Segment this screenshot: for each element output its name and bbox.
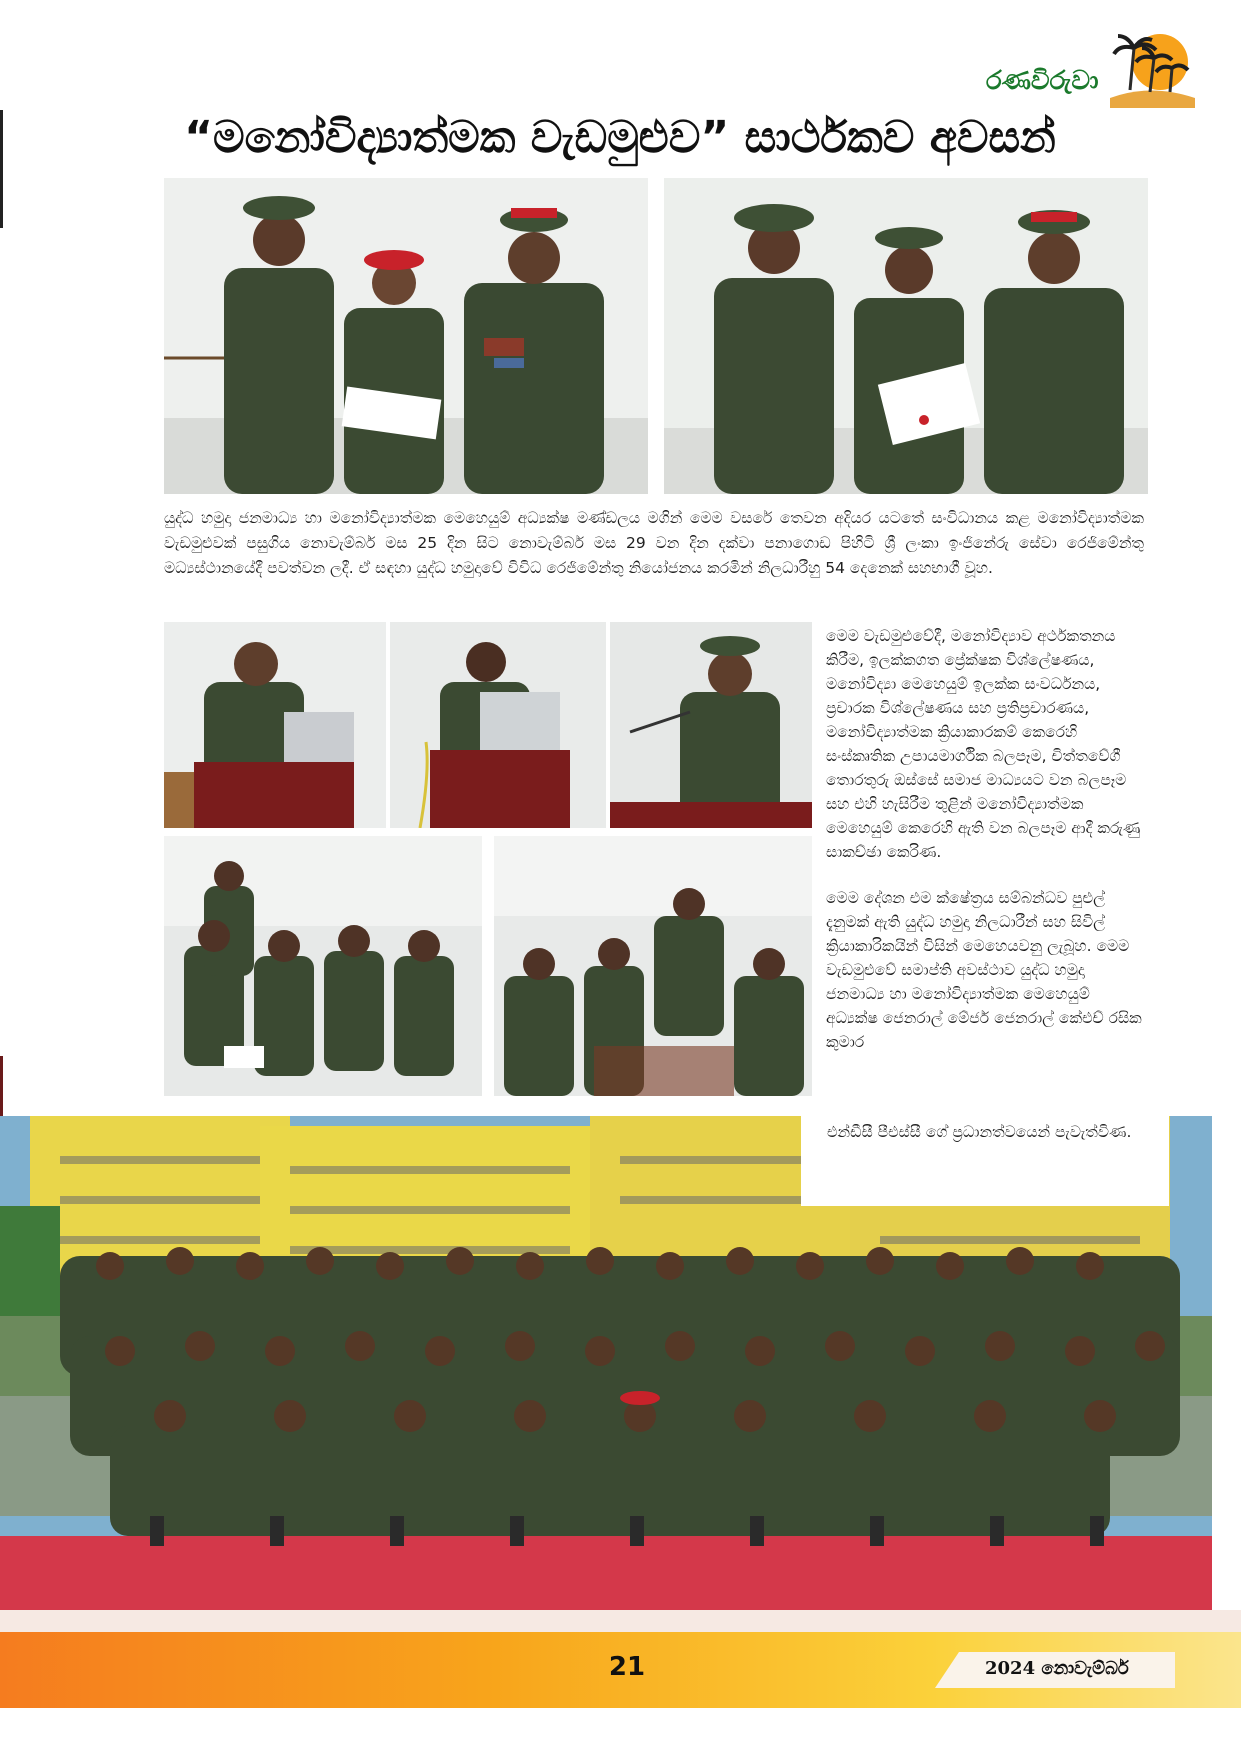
footer-strip (0, 1610, 1241, 1632)
photo-audience-2 (494, 836, 812, 1096)
left-margin-rule (0, 110, 3, 228)
photo-lecturer-1 (164, 622, 386, 828)
closing-text-box (801, 1112, 1169, 1206)
photo-certificate-presentation-2 (664, 178, 1148, 494)
photo-certificate-presentation-1 (164, 178, 648, 494)
page-number: 21 (608, 1652, 646, 1682)
left-margin-rule-lower (0, 1056, 3, 1116)
footer-date: 2024 නොවැම්බර් (985, 1658, 1129, 1679)
closing-text: එන්ඩීසී පීඑස්සී ගේ ප්‍රධානත්වයෙන් පැවැත්විණ. (827, 1123, 1132, 1141)
body-paragraph-2: මෙම දේශන එම ක්ෂේත්‍රය සම්බන්ධව පුළුල් දැනුමක් ඇති යුද්ධ හමුදා නිලධාරීන් සහ සිවිල් ක්‍රියාකාරිකයින් විසින් මෙහෙයවනු ලැබූහ. මෙම වැඩමුළුවේ සමාප්ති අවස්ථාව යුද්ධ හමුදා ජනමාධ්‍ය හා මනෝවිද්‍යාත්මක මෙහෙයුම් අධ්‍යක්ෂ ජෙනරාල් මේජර් ජෙනරාල් කේඑච් රසික කුමාර (826, 889, 1142, 1051)
side-text-column (826, 624, 1144, 1076)
photo-lecturer-2 (390, 622, 606, 828)
page-title: “මනෝවිද්‍යාත්මක වැඩමුළුව” සාර්ථකව අවසන් (184, 112, 1056, 163)
photo-lecturer-3 (610, 622, 812, 828)
intro-paragraph: යුද්ධ හමුදා ජනමාධ්‍ය හා මනෝවිද්‍යාත්මක මෙහෙයුම් අධ්‍යක්ෂ මණ්ඩලය මගින් මෙම වසරේ තෙවන අදියර යටතේ සංවිධානය කළ මනෝවිද්‍යාත්මක වැඩමුළුවක් පසුගිය නොවැම්බර් මස 25 දින සිට නොවැම්බර් මස 29 වන දින දක්වා පනාගොඩ පිහිටි ශ්‍රී ලංකා ඉංජිනේරු සේවා රෙජිමේන්තු මධ්‍යස්ථානයේදී පවත්වන ලදී. ඒ සඳහා යුද්ධ හමුදාවේ විවිධ රෙජිමේන්තු නියෝජනය කරමින් නිලධාරීහු 54 දෙනෙක් සහභාගී වූහ. (164, 509, 1144, 577)
logo-text: රණවිරුවා (986, 66, 1099, 96)
photo-audience-1 (164, 836, 482, 1096)
body-paragraph-1: මෙම වැඩමුළුවේදී, මනෝවිද්‍යාව අර්ථකතනය කිරීම, ඉලක්කගත ප්‍රේක්ෂක විශ්ලේෂණය, මනෝවිද්‍යා මෙහෙයුම් ඉලක්ක සංවර්ධනය, ප්‍රචාරක විශ්ලේෂණය සහ ප්‍රතිප්‍රචාරණය, මනෝවිද්‍යාත්මක ක්‍රියාකාරකම් කෙරෙහි සංස්කෘතික උපායමාර්ගික බලපෑම, චිත්තවේගී තොරතුරු ඔස්සේ සමාජ මාධ්‍යයට වන බලපෑම සහ එහි හැසිරීම තුළින් මනෝවිද්‍යාත්මක මෙහෙයුම් කෙරෙහි ඇති වන බලපෑම ආදී කරුණු සාකච්ඡා කෙරිණ. (826, 627, 1141, 861)
